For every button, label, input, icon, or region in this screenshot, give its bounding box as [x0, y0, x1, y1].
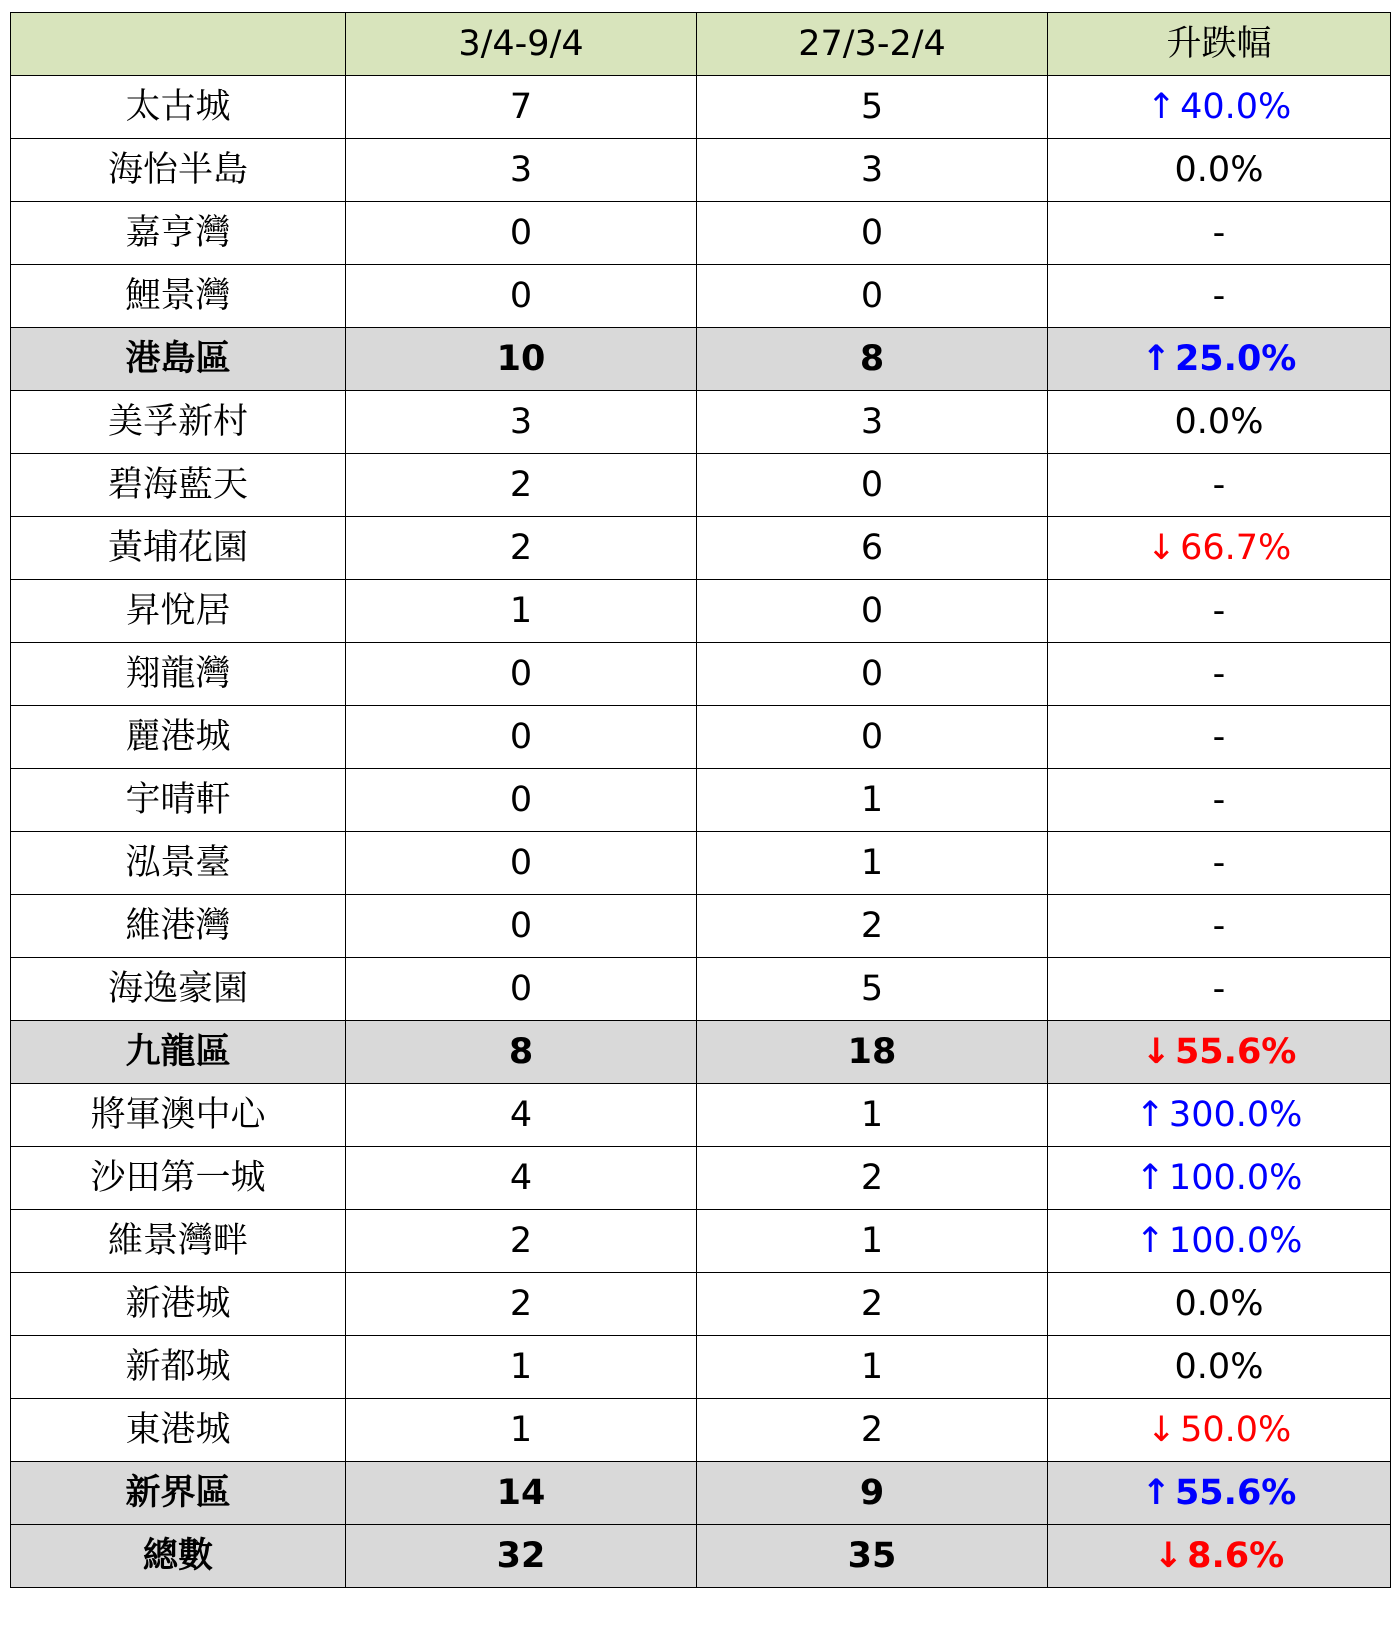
- previous-period-count-cell: 35: [697, 1525, 1048, 1588]
- current-period-count-cell: 0: [346, 958, 697, 1021]
- change-cell: [1048, 328, 1391, 391]
- current-period-count-cell: 7: [346, 76, 697, 139]
- table-row: [11, 832, 1391, 895]
- change-cell: [1048, 706, 1391, 769]
- estate-name-cell: 鯉景灣: [11, 265, 346, 328]
- header-change: 升跌幅: [1048, 13, 1391, 76]
- change-cell: [1048, 832, 1391, 895]
- arrow-down-icon: ↓: [1146, 1409, 1177, 1450]
- change-cell: [1048, 895, 1391, 958]
- header-estate-name: [11, 13, 346, 76]
- change-value: -: [1212, 464, 1226, 505]
- estate-name-cell: 九龍區: [11, 1021, 346, 1084]
- current-period-count-cell: 14: [346, 1462, 697, 1525]
- change-value: -: [1212, 905, 1226, 946]
- change-cell: [1048, 202, 1391, 265]
- table-row: [11, 1147, 1391, 1210]
- table-row: [11, 1273, 1391, 1336]
- arrow-down-icon: ↓: [1153, 1535, 1184, 1576]
- change-value: 100.0%: [1168, 1157, 1303, 1198]
- previous-period-count-cell: 1: [697, 1210, 1048, 1273]
- table-row: [11, 1399, 1391, 1462]
- previous-period-count-cell: 5: [697, 958, 1048, 1021]
- current-period-count-cell: 0: [346, 265, 697, 328]
- current-period-count-cell: 0: [346, 769, 697, 832]
- previous-period-count-cell: 0: [697, 454, 1048, 517]
- estate-name-cell: 新港城: [11, 1273, 346, 1336]
- change-value: 8.6%: [1187, 1535, 1285, 1576]
- header-row: [11, 13, 1391, 76]
- table-row: [11, 643, 1391, 706]
- change-cell: [1048, 517, 1391, 580]
- current-period-count-cell: 1: [346, 1399, 697, 1462]
- change-cell: [1048, 76, 1391, 139]
- current-period-count-cell: 0: [346, 895, 697, 958]
- previous-period-count-cell: 2: [697, 1399, 1048, 1462]
- change-value: -: [1212, 653, 1226, 694]
- previous-period-count-cell: 0: [697, 643, 1048, 706]
- previous-period-count-cell: 0: [697, 265, 1048, 328]
- change-cell: [1048, 1021, 1391, 1084]
- change-cell: [1048, 1336, 1391, 1399]
- previous-period-count-cell: 0: [697, 202, 1048, 265]
- estate-name-cell: 宇晴軒: [11, 769, 346, 832]
- change-value: -: [1212, 779, 1226, 820]
- table-row: [11, 454, 1391, 517]
- change-value: -: [1212, 716, 1226, 757]
- table-row: [11, 202, 1391, 265]
- change-cell: [1048, 391, 1391, 454]
- header-period-current: 3/4-9/4: [346, 13, 697, 76]
- current-period-count-cell: 2: [346, 1210, 697, 1273]
- current-period-count-cell: 2: [346, 1273, 697, 1336]
- change-cell: [1048, 1525, 1391, 1588]
- previous-period-count-cell: 6: [697, 517, 1048, 580]
- estate-name-cell: 翔龍灣: [11, 643, 346, 706]
- change-value: 0.0%: [1174, 1283, 1264, 1324]
- change-value: 25.0%: [1174, 338, 1297, 379]
- current-period-count-cell: 2: [346, 454, 697, 517]
- change-value: 40.0%: [1180, 86, 1292, 127]
- estate-name-cell: 港島區: [11, 328, 346, 391]
- change-value: -: [1212, 968, 1226, 1009]
- header-period-previous: 27/3-2/4: [697, 13, 1048, 76]
- previous-period-count-cell: 0: [697, 706, 1048, 769]
- change-value: 0.0%: [1174, 149, 1264, 190]
- estate-name-cell: 總數: [11, 1525, 346, 1588]
- current-period-count-cell: 1: [346, 1336, 697, 1399]
- estate-name-cell: 昇悅居: [11, 580, 346, 643]
- current-period-count-cell: 8: [346, 1021, 697, 1084]
- estate-name-cell: 維景灣畔: [11, 1210, 346, 1273]
- current-period-count-cell: 3: [346, 139, 697, 202]
- previous-period-count-cell: 8: [697, 328, 1048, 391]
- table-row: [11, 1210, 1391, 1273]
- subtotal-row: [11, 1021, 1391, 1084]
- previous-period-count-cell: 1: [697, 1336, 1048, 1399]
- change-cell: [1048, 1462, 1391, 1525]
- table-row: [11, 265, 1391, 328]
- change-value: 0.0%: [1174, 401, 1264, 442]
- previous-period-count-cell: 3: [697, 391, 1048, 454]
- change-value: 100.0%: [1168, 1220, 1303, 1261]
- current-period-count-cell: 0: [346, 706, 697, 769]
- table-row: [11, 958, 1391, 1021]
- current-period-count-cell: 3: [346, 391, 697, 454]
- previous-period-count-cell: 1: [697, 832, 1048, 895]
- change-value: 55.6%: [1174, 1472, 1297, 1513]
- current-period-count-cell: 4: [346, 1084, 697, 1147]
- change-cell: [1048, 139, 1391, 202]
- estate-name-cell: 美孚新村: [11, 391, 346, 454]
- previous-period-count-cell: 5: [697, 76, 1048, 139]
- change-value: 50.0%: [1180, 1409, 1292, 1450]
- change-value: 300.0%: [1168, 1094, 1303, 1135]
- change-value: 0.0%: [1174, 1346, 1264, 1387]
- previous-period-count-cell: 2: [697, 895, 1048, 958]
- change-cell: [1048, 1084, 1391, 1147]
- estate-name-cell: 麗港城: [11, 706, 346, 769]
- previous-period-count-cell: 9: [697, 1462, 1048, 1525]
- previous-period-count-cell: 1: [697, 769, 1048, 832]
- arrow-up-icon: ↑: [1135, 1220, 1165, 1261]
- transactions-table: [10, 12, 1391, 1588]
- change-cell: [1048, 265, 1391, 328]
- change-cell: [1048, 958, 1391, 1021]
- estate-name-cell: 碧海藍天: [11, 454, 346, 517]
- previous-period-count-cell: 3: [697, 139, 1048, 202]
- previous-period-count-cell: 2: [697, 1273, 1048, 1336]
- current-period-count-cell: 0: [346, 643, 697, 706]
- table-row: [11, 76, 1391, 139]
- estate-name-cell: 將軍澳中心: [11, 1084, 346, 1147]
- current-period-count-cell: 32: [346, 1525, 697, 1588]
- change-value: 55.6%: [1174, 1031, 1297, 1072]
- estate-name-cell: 黃埔花園: [11, 517, 346, 580]
- table-row: [11, 769, 1391, 832]
- table-row: [11, 706, 1391, 769]
- change-cell: [1048, 1399, 1391, 1462]
- table-row: [11, 580, 1391, 643]
- estate-name-cell: 沙田第一城: [11, 1147, 346, 1210]
- estate-name-cell: 海怡半島: [11, 139, 346, 202]
- current-period-count-cell: 2: [346, 517, 697, 580]
- arrow-up-icon: ↑: [1146, 86, 1177, 127]
- previous-period-count-cell: 0: [697, 580, 1048, 643]
- estate-name-cell: 新都城: [11, 1336, 346, 1399]
- change-cell: [1048, 643, 1391, 706]
- subtotal-row: [11, 1462, 1391, 1525]
- change-value: -: [1212, 275, 1226, 316]
- table-body: [11, 76, 1391, 1588]
- table-header: [11, 13, 1391, 76]
- arrow-up-icon: ↑: [1135, 1094, 1165, 1135]
- change-cell: [1048, 454, 1391, 517]
- current-period-count-cell: 4: [346, 1147, 697, 1210]
- arrow-up-icon: ↑: [1135, 1157, 1165, 1198]
- subtotal-row: [11, 1525, 1391, 1588]
- previous-period-count-cell: 1: [697, 1084, 1048, 1147]
- change-cell: [1048, 1210, 1391, 1273]
- estate-name-cell: 東港城: [11, 1399, 346, 1462]
- table-row: [11, 1084, 1391, 1147]
- current-period-count-cell: 0: [346, 202, 697, 265]
- change-cell: [1048, 580, 1391, 643]
- subtotal-row: [11, 328, 1391, 391]
- estate-name-cell: 太古城: [11, 76, 346, 139]
- change-cell: [1048, 769, 1391, 832]
- arrow-up-icon: ↑: [1141, 1472, 1171, 1513]
- estate-name-cell: 新界區: [11, 1462, 346, 1525]
- table-row: [11, 139, 1391, 202]
- previous-period-count-cell: 2: [697, 1147, 1048, 1210]
- table-row: [11, 895, 1391, 958]
- change-value: -: [1212, 212, 1226, 253]
- current-period-count-cell: 1: [346, 580, 697, 643]
- arrow-down-icon: ↓: [1141, 1031, 1171, 1072]
- previous-period-count-cell: 18: [697, 1021, 1048, 1084]
- estate-name-cell: 維港灣: [11, 895, 346, 958]
- table-row: [11, 391, 1391, 454]
- arrow-down-icon: ↓: [1146, 527, 1177, 568]
- estate-name-cell: 泓景臺: [11, 832, 346, 895]
- arrow-up-icon: ↑: [1141, 338, 1171, 379]
- estate-name-cell: 海逸豪園: [11, 958, 346, 1021]
- change-cell: [1048, 1147, 1391, 1210]
- change-cell: [1048, 1273, 1391, 1336]
- estate-name-cell: 嘉亨灣: [11, 202, 346, 265]
- table-row: [11, 1336, 1391, 1399]
- current-period-count-cell: 0: [346, 832, 697, 895]
- table-row: [11, 517, 1391, 580]
- change-value: -: [1212, 842, 1226, 883]
- change-value: -: [1212, 590, 1226, 631]
- change-value: 66.7%: [1180, 527, 1292, 568]
- current-period-count-cell: 10: [346, 328, 697, 391]
